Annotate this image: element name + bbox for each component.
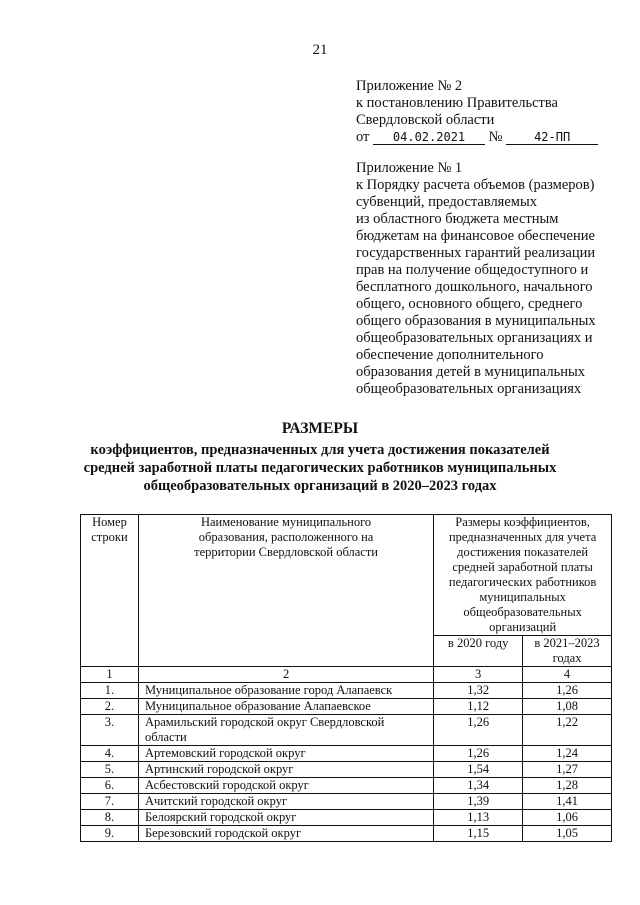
coefficient-2020-cell: 1,34: [434, 778, 523, 794]
table-row: [81, 810, 612, 826]
resolution-number: 42-ПП: [506, 130, 598, 145]
number-prefix: №: [488, 129, 503, 145]
appendix-1-line: общеобразовательных организациях и: [356, 330, 593, 346]
header-year-2021-2023: в 2021–2023 годах: [523, 636, 612, 667]
row-number-cell: 2.: [81, 699, 139, 715]
appendix-1-line: Приложение № 1: [356, 160, 463, 176]
appendix-1-line: субвенций, предоставляемых: [356, 194, 537, 210]
header-coefficients: Размеры коэффициентов, предназначенных для учета достижения показателей средней заработной платы педагогических работников муниципальных общеобразовательных организаций: [434, 515, 612, 636]
table-row: [81, 826, 612, 842]
coefficient-2021-2023-cell: 1,22: [523, 715, 612, 746]
appendix-1-line: общеобразовательных организациях: [356, 381, 582, 397]
coefficient-2021-2023-cell: 1,27: [523, 762, 612, 778]
row-number-cell: 8.: [81, 810, 139, 826]
municipality-name-cell: Ачитский городской округ: [138, 794, 433, 810]
coefficient-2021-2023-cell: 1,05: [523, 826, 612, 842]
appendix-1-line: к Порядку расчета объемов (размеров): [356, 177, 595, 193]
municipality-name-cell: Арамильский городской округ Свердловской области: [138, 715, 433, 746]
header-name: Наименование муниципального образования, расположенного на территории Свердловской области: [138, 515, 433, 667]
municipality-name-cell: Муниципальное образование Алапаевское: [138, 699, 433, 715]
header-year-2020: в 2020 году: [434, 636, 523, 667]
coefficient-2021-2023-cell: 1,28: [523, 778, 612, 794]
coefficient-2020-cell: 1,13: [434, 810, 523, 826]
coefficient-2020-cell: 1,26: [434, 746, 523, 762]
title-main: РАЗМЕРЫ: [281, 420, 359, 437]
from-prefix: от: [356, 129, 370, 145]
table-row: [81, 746, 612, 762]
appendix-1-block: [356, 160, 626, 398]
column-number-1: 1: [81, 667, 139, 683]
table-row: [81, 683, 612, 699]
coefficient-2020-cell: 1,26: [434, 715, 523, 746]
municipality-name-cell: Асбестовский городской округ: [138, 778, 433, 794]
header-row-number: Номер строки: [81, 515, 139, 667]
row-number-cell: 9.: [81, 826, 139, 842]
resolution-date: 04.02.2021: [373, 130, 485, 145]
appendix-1-line: бюджетам на финансовое обеспечение: [356, 228, 595, 244]
coefficient-2020-cell: 1,54: [434, 762, 523, 778]
row-number-cell: 3.: [81, 715, 139, 746]
coefficient-2021-2023-cell: 1,08: [523, 699, 612, 715]
page-number: 21: [312, 42, 328, 58]
appendix-2-line-2: Свердловской области: [356, 112, 495, 128]
title-line-2: средней заработной платы педагогических работников муниципальных: [83, 460, 557, 476]
appendix-1-line: общего, основного общего, среднего: [356, 296, 583, 312]
municipality-name-cell: Артинский городской округ: [138, 762, 433, 778]
column-number-4: 4: [523, 667, 612, 683]
coefficient-2021-2023-cell: 1,06: [523, 810, 612, 826]
appendix-1-line: образования детей в муниципальных: [356, 364, 585, 380]
coefficient-2020-cell: 1,12: [434, 699, 523, 715]
municipality-name-cell: Березовский городской округ: [138, 826, 433, 842]
title-line-3: общеобразовательных организаций в 2020–2023 годах: [143, 478, 497, 494]
row-number-cell: 5.: [81, 762, 139, 778]
appendix-1-line: прав на получение общедоступного и: [356, 262, 589, 278]
appendix-1-line: из областного бюджета местным: [356, 211, 559, 227]
coefficient-2021-2023-cell: 1,41: [523, 794, 612, 810]
coefficient-2020-cell: 1,15: [434, 826, 523, 842]
municipality-name-cell: Белоярский городской округ: [138, 810, 433, 826]
appendix-2-date-line: [356, 129, 626, 146]
title-line-1: коэффициентов, предназначенных для учета достижения показателей: [90, 442, 550, 458]
table-row: [81, 715, 612, 746]
document-title: [0, 420, 640, 495]
table-row: [81, 778, 612, 794]
appendix-1-line: общего образования в муниципальных: [356, 313, 596, 329]
table-row: [81, 794, 612, 810]
column-number-2: 2: [138, 667, 433, 683]
row-number-cell: 1.: [81, 683, 139, 699]
appendix-2-line-1: к постановлению Правительства: [356, 95, 558, 111]
appendix-1-line: государственных гарантий реализации: [356, 245, 596, 261]
appendix-2-block: [356, 78, 626, 146]
municipality-name-cell: Артемовский городской округ: [138, 746, 433, 762]
municipality-name-cell: Муниципальное образование город Алапаевск: [138, 683, 433, 699]
row-number-cell: 7.: [81, 794, 139, 810]
appendix-1-line: бесплатного дошкольного, начального: [356, 279, 593, 295]
table-row: [81, 762, 612, 778]
appendix-1-line: обеспечение дополнительного: [356, 347, 544, 363]
table-row: [81, 699, 612, 715]
coefficient-2020-cell: 1,39: [434, 794, 523, 810]
column-number-3: 3: [434, 667, 523, 683]
coefficient-2021-2023-cell: 1,26: [523, 683, 612, 699]
coefficients-table: [80, 514, 612, 842]
coefficient-2021-2023-cell: 1,24: [523, 746, 612, 762]
row-number-cell: 4.: [81, 746, 139, 762]
appendix-2-title: Приложение № 2: [356, 78, 463, 94]
row-number-cell: 6.: [81, 778, 139, 794]
coefficient-2020-cell: 1,32: [434, 683, 523, 699]
